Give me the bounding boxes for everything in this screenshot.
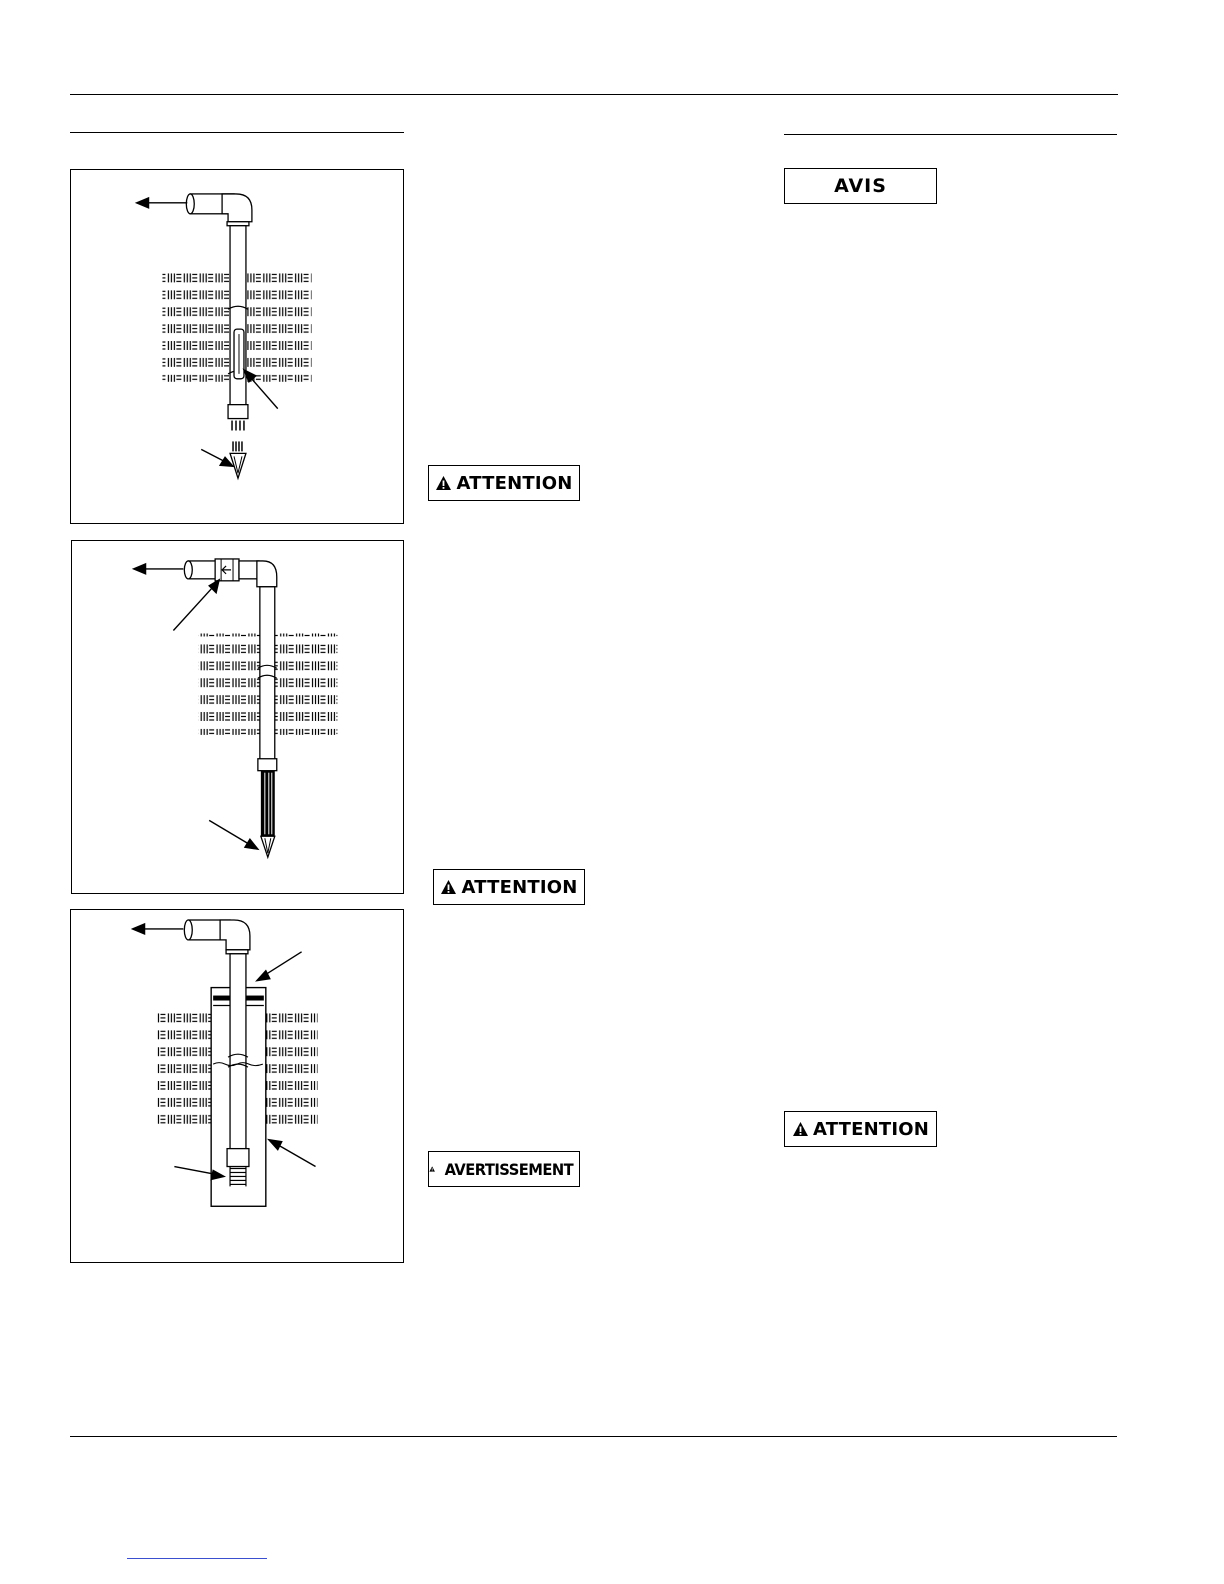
callout-arrow-2 <box>201 449 233 466</box>
warning-triangle-icon <box>792 1121 809 1137</box>
figure-2-drawing <box>72 541 403 893</box>
well-screen <box>261 771 275 837</box>
caution-signal-box-1 <box>428 465 580 501</box>
callout-arrow-1 <box>173 580 219 631</box>
figure-2-panel <box>71 540 404 894</box>
drop-pipe <box>260 587 275 760</box>
callout-arrow-1 <box>257 952 302 981</box>
caution-signal-box-3 <box>784 1111 937 1147</box>
warning-triangle-icon <box>440 879 457 895</box>
right-column-rule <box>784 134 1117 135</box>
submersible-pump <box>227 1149 249 1167</box>
left-column-rule <box>70 132 404 133</box>
notice-label: AVIS <box>834 175 887 197</box>
warning-signal-box <box>428 1151 580 1187</box>
caution-label-1: ATTENTION <box>456 472 573 494</box>
flow-arrow <box>137 198 188 208</box>
soil-pattern-left <box>156 1011 212 1130</box>
caution-label-3: ATTENTION <box>812 1118 929 1140</box>
footer-link-underline[interactable] <box>127 1558 267 1559</box>
notice-signal-box <box>784 168 937 204</box>
figure-3-panel <box>70 909 404 1263</box>
soil-pattern-right <box>266 1011 318 1130</box>
caution-label-2: ATTENTION <box>461 876 578 898</box>
footer-rule <box>70 1436 1117 1437</box>
warning-triangle-icon <box>429 1161 435 1177</box>
warning-triangle-icon <box>435 475 452 491</box>
figure-3-drawing <box>71 910 403 1262</box>
flow-arrow <box>133 924 184 934</box>
callout-arrow-2 <box>209 820 258 849</box>
warning-label: AVERTISSEMENT <box>444 1159 574 1179</box>
callout-arrow-2 <box>269 1140 316 1167</box>
drop-pipe <box>230 954 246 1153</box>
figure-1-drawing <box>71 170 403 523</box>
figure-1-panel <box>70 169 404 524</box>
flow-arrow <box>134 564 184 574</box>
caution-signal-box-2 <box>433 869 585 905</box>
header-rule <box>70 94 1118 95</box>
drive-point <box>261 836 275 857</box>
